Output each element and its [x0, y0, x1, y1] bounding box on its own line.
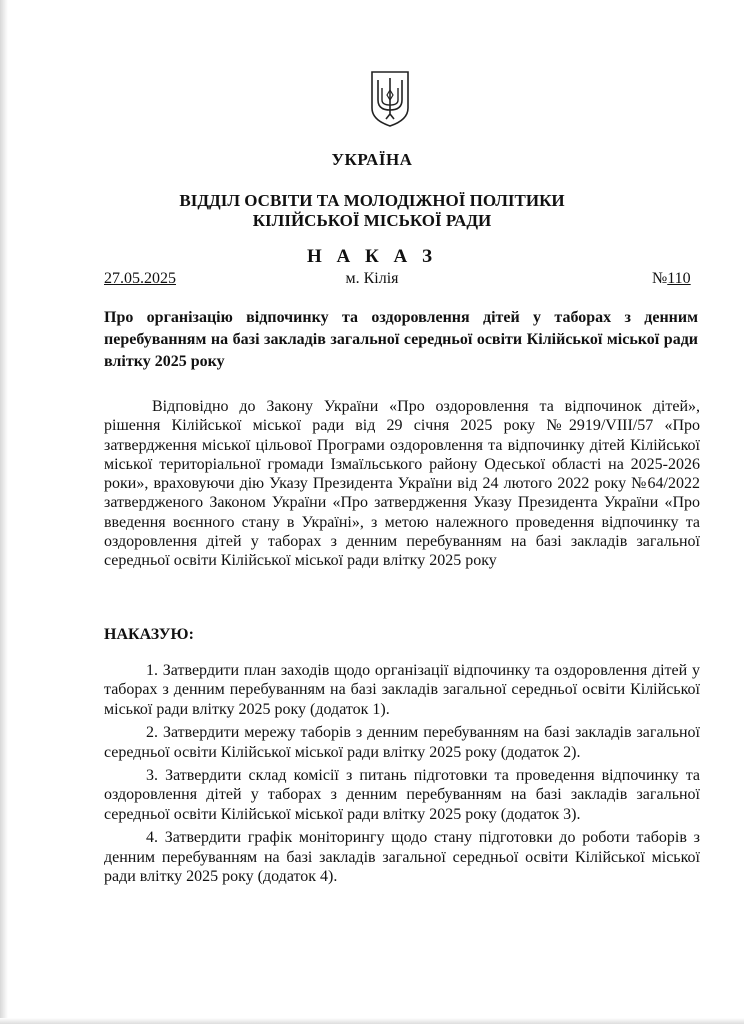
order-city: м. Кілія: [345, 270, 399, 287]
order-number-prefix: №: [652, 270, 668, 287]
order-subject: Про організацію відпочинку та оздоровлення дітей у таборах з денним перебуванням на базі закладів загальної середньої освіти Кілійської міської ради влітку 2025 року: [104, 309, 698, 370]
order-date: 27.05.2025: [104, 270, 176, 287]
order-number-value: 110: [667, 270, 691, 287]
department-heading-line2: КІЛІЙСЬКОЇ МІСЬКОЇ РАДИ: [252, 211, 492, 230]
department-heading-line1: ВІДДІЛ ОСВІТИ ТА МОЛОДІЖНОЇ ПОЛІТИКИ: [179, 191, 565, 210]
order-item: 3. Затвердити склад комісії з питань підготовки та проведення відпочинку та оздоровлення дітей у таборах з денним перебуванням на базі закладів загальної середньої освіти Кілійської міської ради влітку 2025 року (додаток 3).: [104, 767, 700, 823]
order-item: 4. Затвердити графік моніторингу щодо стану підготовки до роботи таборів з денним перебуванням на базі закладів загальної середньої освіти Кілійської міської ради влітку 2025 року (додаток 4).: [104, 829, 700, 886]
country-heading: УКРАЇНА: [331, 150, 413, 169]
scan-shadow-bottom: [0, 1018, 744, 1024]
order-item: 1. Затвердити план заходів щодо організації відпочинку та оздоровлення дітей у таборах з денним перебуванням на базі закладів загальної середньої освіти Кілійської міської ради влітку 2025 року (додаток 1).: [104, 662, 700, 718]
order-items-list: [104, 661, 700, 890]
order-preamble: Відповідно до Закону України «Про оздоровлення та відпочинок дітей», рішення Кілійської міської ради від 29 січня 2025 року №2919/VIII/57 «Про затвердження міської цільової Програми оздоровлення та відпочинку дітей Кілійської міської територіальної громади Ізмаїльського району Одеської області на 2025-2026 роки», враховуючи дію Указу Президента України від 24 лютого 2022 року №64/2022 затвердженого Законом України «Про затвердження Указу Президента України «Про введення воєнного стану в Україні», з метою належного проведення відпочинку та оздоровлення дітей у таборах з денним перебуванням на базі закладів загальної середньої освіти Кілійської міської ради влітку 2025 року: [104, 398, 700, 570]
order-item: 2. Затвердити мережу таборів з денним перебуванням на базі закладів загальної середньої освіти Кілійської міської ради влітку 2025 року (додаток 2).: [104, 724, 700, 761]
trident-coat-of-arms-icon: [369, 70, 411, 128]
order-title: Н А К А З: [306, 246, 438, 267]
order-number: [652, 270, 691, 288]
order-directive-heading: НАКАЗУЮ:: [104, 626, 194, 643]
